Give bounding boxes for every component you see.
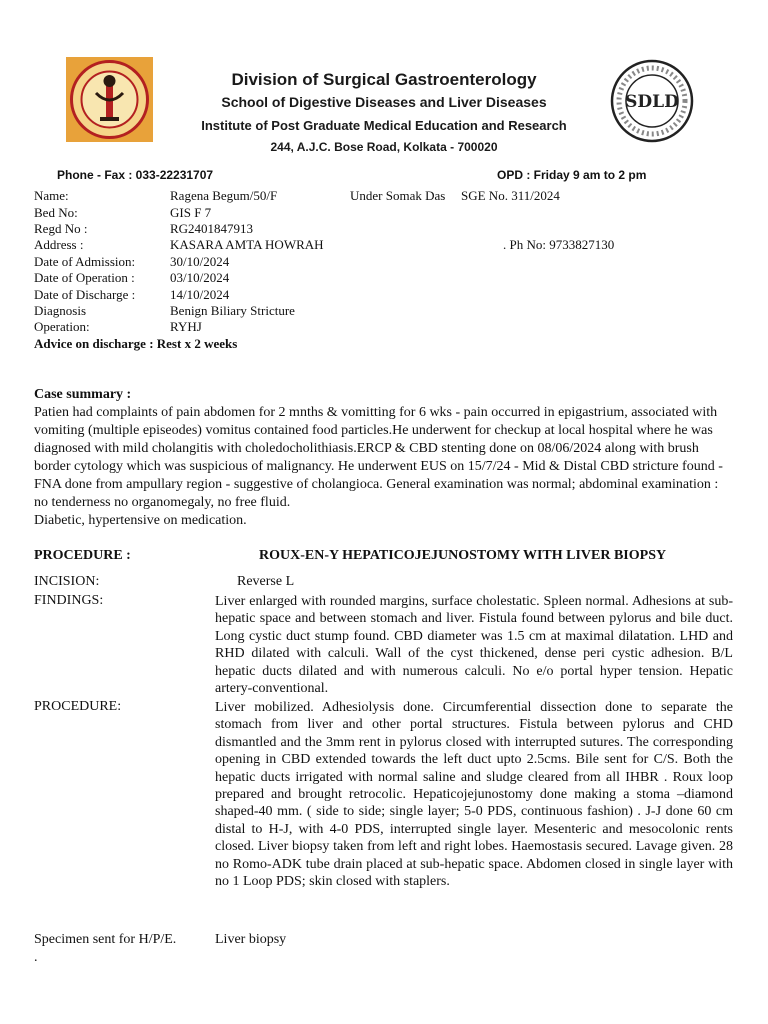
address-label: Address : bbox=[34, 237, 84, 252]
operation-date-label: Date of Operation : bbox=[34, 270, 135, 285]
under-doctor: Under Somak Das bbox=[350, 188, 446, 203]
address-value: KASARA AMTA HOWRAH bbox=[170, 237, 324, 252]
diagnosis-value: Benign Biliary Stricture bbox=[170, 303, 295, 318]
institute-name: Institute of Post Graduate Medical Education and Research bbox=[201, 118, 567, 133]
operation-value: RYHJ bbox=[170, 319, 202, 334]
regd-label: Regd No : bbox=[34, 221, 88, 236]
discharge-label: Date of Discharge : bbox=[34, 287, 136, 302]
division-title: Division of Surgical Gastroenterology bbox=[231, 70, 537, 89]
case-summary-text: Patien had complaints of pain abdomen for 2 mnths & vomitting for 6 wks - pain occurred in epigastrium, associated with vomiting (multiple episeodes) vomitus contained food particles.He underwent for checkup at local hospital where he was diagnosed with mild cholangitis with choledocholithiasis.ERCP & CBD stenting done on 08/06/2024 along with brush border cytology which was suspicious of malignancy. He underwent EUS on 15/7/24 - Mid & Distal CBD stricture found - FNA done from ampullary region - suggestive of cholangioca. General examination was normal; abdominal examination : no tenderness no organomegaly, no free fluid. bbox=[34, 405, 723, 510]
case-summary-heading: Case summary : bbox=[34, 387, 132, 402]
regd-value: RG2401847913 bbox=[170, 221, 254, 236]
procedure-text: Liver mobilized. Adhesiolysis done. Circumferential dissection done to separate the stomach from liver and other portal structures. Fistula between pylorus and CHD dismantled and the 3mm rent in pylorus closed with interrupted sutures. The corresponding opening in CBD extended towards the left duct upto 2.5cms. Bile sent for C/S. Both the hepatic ducts irrigated with normal saline and sludge cleared from all IHBR . Roux loop prepared and brought retrocolic. Hepaticojejunostomy done making a stoma –diamond shaped-40 mm. ( side to side; single layer; 5-0 PDS, continuous fashion) . J-J done 60 cm distal to H-J, with 4-0 PDS, interrupted single layer. Mesenteric and mesocolonic rents closed. Liver biopsy taken from left and right lobes. Haemostasis secured. Lavage given. 28 no Romo-ADK tube drain placed at sub-hepatic space. Abdomen closed in single layer with no 1 Loop PDS; skin closed with staplers. bbox=[215, 700, 733, 890]
bed-value: GIS F 7 bbox=[170, 205, 212, 220]
findings-text: Liver enlarged with rounded margins, surface cholestatic. Spleen normal. Adhesions at sub-hepatic space and between stomach and liver. Fistula found between pylorus and bile duct. Long cystic duct stump found. CBD diameter was 1.5 cm at maximal dilatation. LHD and RHD dilated with calculi. Wall of the cyst thickened, dense peri cystic adhesion. B/L hepatic ducts dilated and with numerous calculi. No e/o portal hyper tension. Hepatic artery-conventional. bbox=[215, 594, 733, 697]
institute-address: 244, A.J.C. Bose Road, Kolkata - 700020 bbox=[270, 140, 498, 154]
svg-text:SDLD: SDLD bbox=[625, 92, 679, 112]
admission-value: 30/10/2024 bbox=[170, 254, 230, 269]
operation-label: Operation: bbox=[34, 319, 90, 334]
school-name: School of Digestive Diseases and Liver Diseases bbox=[221, 94, 547, 110]
procedure-label: PROCEDURE: bbox=[34, 699, 122, 714]
sge-number: SGE No. 311/2024 bbox=[461, 188, 560, 203]
opd-timing: OPD : Friday 9 am to 2 pm bbox=[497, 168, 647, 182]
discharge-advice: Advice on discharge : Rest x 2 weeks bbox=[34, 336, 238, 351]
phone-number: . Ph No: 9733827130 bbox=[503, 237, 615, 252]
school-seal-icon bbox=[607, 58, 697, 144]
name-label: Name: bbox=[34, 188, 69, 203]
letterhead bbox=[0, 0, 768, 190]
phone-fax: Phone - Fax : 033-22231707 bbox=[57, 168, 214, 182]
medical-history: Diabetic, hypertensive on medication. bbox=[34, 513, 247, 528]
name-value: Ragena Begum/50/F bbox=[170, 188, 278, 203]
discharge-value: 14/10/2024 bbox=[170, 287, 230, 302]
incision-value: Reverse L bbox=[237, 574, 295, 589]
specimen-label: Specimen sent for H/P/E. bbox=[34, 932, 177, 947]
operation-date-value: 03/10/2024 bbox=[170, 270, 230, 285]
bed-label: Bed No: bbox=[34, 205, 78, 220]
incision-label: INCISION: bbox=[34, 574, 100, 589]
procedure-title: ROUX-EN-Y HEPATICOJEJUNOSTOMY WITH LIVER BIOPSY bbox=[259, 548, 667, 563]
trailing-dot: . bbox=[34, 950, 38, 965]
diagnosis-label: Diagnosis bbox=[34, 303, 86, 318]
findings-label: FINDINGS: bbox=[34, 593, 104, 608]
specimen-value: Liver biopsy bbox=[215, 932, 287, 947]
admission-label: Date of Admission: bbox=[34, 254, 136, 269]
procedure-heading: PROCEDURE : bbox=[34, 548, 131, 563]
